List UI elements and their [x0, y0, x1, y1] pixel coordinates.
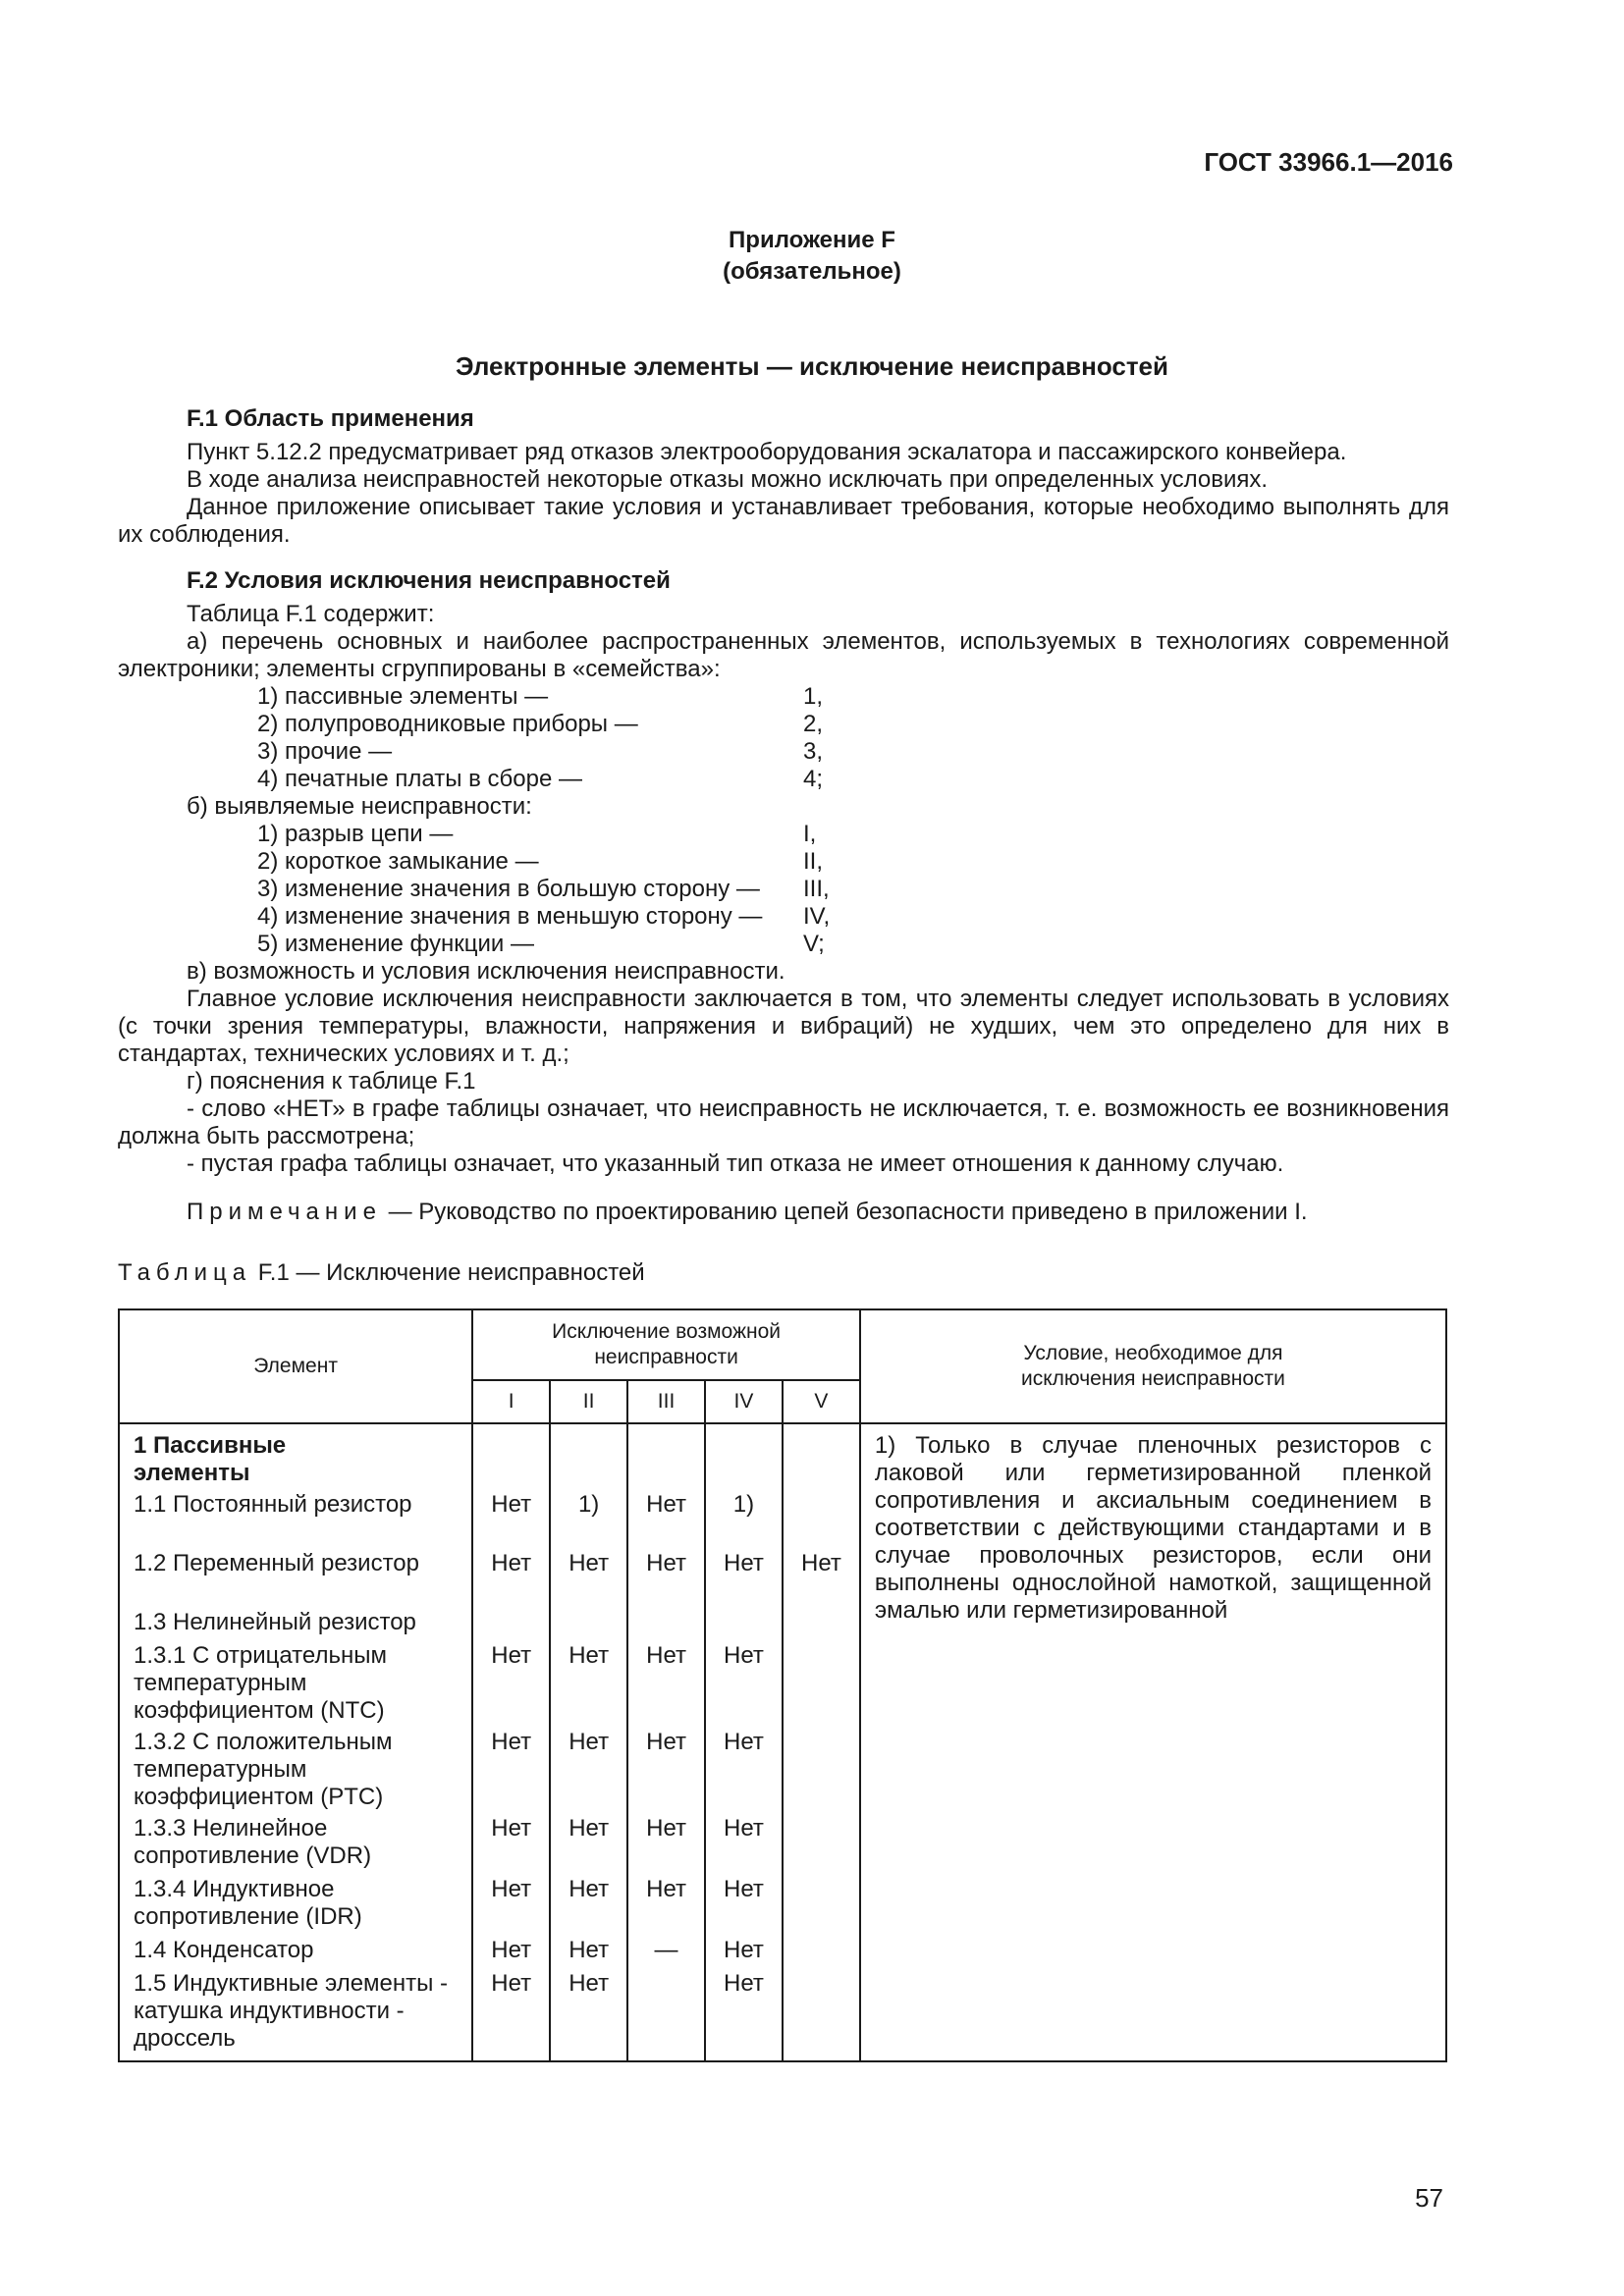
fault-value: Нет [491, 1876, 532, 1902]
fault-column-i [472, 1423, 550, 2061]
fault-value: Нет [724, 1815, 764, 1842]
page-number: 57 [1415, 2183, 1443, 2213]
header-exclusion: Исключение возможной неисправности [472, 1309, 860, 1380]
group-title: 1 Пассивные элементы [134, 1432, 287, 1486]
fault-label: 1) разрыв цепи — [257, 821, 454, 847]
fault-code: II, [803, 848, 824, 875]
family-label: 4) печатные платы в сборе — [257, 766, 582, 792]
fault-value: Нет [491, 1729, 532, 1755]
fault-value: Нет [568, 1815, 610, 1842]
fault-value: Нет [491, 1815, 532, 1842]
appendix-status: (обязательное) [723, 258, 901, 285]
fault-value: Нет [491, 1550, 532, 1576]
family-item [0, 683, 1624, 711]
f2-intro: Таблица F.1 содержит: [187, 601, 435, 627]
note [118, 1199, 1449, 1226]
f2-note-net: - слово «НЕТ» в графе таблицы означает, что неисправность не исключается, т. е. возможность ее возникновения должна быть рассмотрена; [118, 1095, 1449, 1149]
element-name: 1.3.1 С отрицательным температурным коэффициентом (NTC) [134, 1642, 387, 1724]
fault-value: Нет [568, 1642, 610, 1669]
fault-value: Нет [568, 1937, 610, 1963]
f2-item-g: г) пояснения к таблице F.1 [187, 1068, 476, 1095]
fault-value: Нет [724, 1876, 764, 1902]
section-title: Электронные элементы — исключение неисправностей [455, 351, 1169, 381]
header-fault-col: II [550, 1380, 627, 1423]
f2-item-v: в) возможность и условия исключения неисправности. [187, 958, 785, 985]
note-text: — Руководство по проектированию цепей безопасности приведено в приложении I. [381, 1199, 1308, 1225]
fault-item [0, 903, 1624, 931]
f2-heading: F.2 Условия исключения неисправностей [187, 567, 671, 594]
element-name: 1.3.4 Индуктивное сопротивление (IDR) [134, 1876, 362, 1930]
fault-value: Нет [646, 1491, 686, 1518]
header-fault-col: IV [705, 1380, 783, 1423]
family-label: 2) полупроводниковые приборы — [257, 711, 638, 737]
document-code: ГОСТ 33966.1—2016 [1204, 147, 1453, 177]
fault-value: Нет [646, 1815, 686, 1842]
condition-column [860, 1423, 1446, 2061]
element-name: 1.3.3 Нелинейное сопротивление (VDR) [134, 1815, 372, 1869]
element-name: 1.3.2 С положительным температурным коэффициентом (PTC) [134, 1729, 393, 1810]
fault-value: Нет [568, 1550, 610, 1576]
f2-note-empty: - пустая графа таблицы означает, что указанный тип отказа не имеет отношения к данному случаю. [187, 1150, 1284, 1177]
fault-value: — [654, 1937, 678, 1963]
fault-value: Нет [724, 1550, 764, 1576]
fault-column-v [783, 1423, 860, 2061]
header-condition: Условие, необходимое для исключения неисправности [860, 1309, 1446, 1423]
header-element: Элемент [119, 1309, 472, 1423]
family-label: 3) прочие — [257, 738, 393, 765]
header-fault-col: I [472, 1380, 550, 1423]
fault-value: Нет [724, 1937, 764, 1963]
fault-value: Нет [491, 1970, 532, 1997]
fault-label: 2) короткое замыкание — [257, 848, 539, 875]
fault-value: Нет [800, 1550, 841, 1576]
element-name: 1.3 Нелинейный резистор [134, 1609, 416, 1635]
fault-value: 1) [577, 1491, 600, 1518]
fault-column-iv [705, 1423, 783, 2061]
fault-value: Нет [724, 1970, 764, 1997]
family-item [0, 711, 1624, 738]
fault-value: Нет [646, 1550, 686, 1576]
fault-label: 5) изменение функции — [257, 931, 534, 957]
element-name: 1.5 Индуктивные элементы - катушка индуктивности - дроссель [134, 1970, 449, 2052]
f2-item-a: а) перечень основных и наиболее распространенных элементов, используемых в технологиях современной электроники; элементы сгруппированы в «семейства»: [118, 628, 1449, 682]
family-code: 1, [803, 683, 824, 710]
header-fault-col: V [783, 1380, 860, 1423]
family-item [0, 738, 1624, 766]
f1-paragraph-1: Пункт 5.12.2 предусматривает ряд отказов электрооборудования эскалатора и пассажирского конвейера. [187, 439, 1347, 465]
fault-column-ii [550, 1423, 627, 2061]
fault-label: 3) изменение значения в большую сторону — [257, 876, 760, 902]
family-code: 4; [803, 766, 824, 792]
fault-exclusion-table [118, 1308, 1447, 2062]
fault-item [0, 876, 1624, 903]
fault-label: 4) изменение значения в меньшую сторону — [257, 903, 763, 930]
family-code: 3, [803, 738, 824, 765]
fault-code: V; [803, 931, 825, 957]
element-name: 1.4 Конденсатор [134, 1937, 314, 1963]
fault-value: Нет [491, 1642, 532, 1669]
condition-text: 1) Только в случае пленочных резисторов с лаковой или герметизированной пленкой сопротивления и аксиальным соединением в соответствии с действующими стандартами и в случае проволочных резисторов, если они выполнены однослойной намоткой, защищенной эмалью или герметизированной [874, 1432, 1432, 1624]
element-name: 1.1 Постоянный резистор [134, 1491, 412, 1518]
fault-code: III, [803, 876, 830, 902]
f1-paragraph-3: Данное приложение описывает такие условия и устанавливает требования, которые необходимо выполнять для их соблюдения. [118, 494, 1449, 548]
fault-item [0, 821, 1624, 848]
fault-value: Нет [724, 1642, 764, 1669]
fault-value: Нет [646, 1642, 686, 1669]
fault-value: Нет [646, 1729, 686, 1755]
fault-value: Нет [646, 1876, 686, 1902]
f2-main-condition: Главное условие исключения неисправности заключается в том, что элементы следует использовать в условиях (с точки зрения температуры, влажности, напряжения и вибраций) не худших, чем это определено для них в стандартах, технических условиях и т. д.; [118, 986, 1449, 1067]
element-name: 1.2 Переменный резистор [134, 1550, 419, 1576]
f1-heading: F.1 Область применения [187, 405, 474, 432]
fault-value: Нет [568, 1970, 610, 1997]
fault-code: I, [803, 821, 817, 847]
f2-item-b: б) выявляемые неисправности: [187, 793, 532, 820]
f1-paragraph-2: В ходе анализа неисправностей некоторые отказы можно исключать при определенных условиях. [187, 466, 1269, 493]
family-code: 2, [803, 711, 824, 737]
fault-code: IV, [803, 903, 831, 930]
family-item [0, 766, 1624, 793]
element-column [119, 1423, 472, 2061]
appendix-title: Приложение F [729, 227, 895, 253]
fault-value: 1) [732, 1491, 755, 1518]
table-caption-text: F.1 — Исключение неисправностей [251, 1259, 645, 1286]
fault-value: Нет [568, 1729, 610, 1755]
header-fault-col: III [627, 1380, 705, 1423]
fault-value: Нет [491, 1937, 532, 1963]
family-label: 1) пассивные элементы — [257, 683, 549, 710]
table-caption [118, 1259, 1449, 1287]
table-caption-label: Таблица [118, 1259, 252, 1286]
fault-item [0, 931, 1624, 958]
fault-value: Нет [724, 1729, 764, 1755]
fault-column-iii [627, 1423, 705, 2061]
note-label: Примечание [187, 1199, 382, 1225]
fault-value: Нет [491, 1491, 532, 1518]
fault-value: Нет [568, 1876, 610, 1902]
fault-item [0, 848, 1624, 876]
